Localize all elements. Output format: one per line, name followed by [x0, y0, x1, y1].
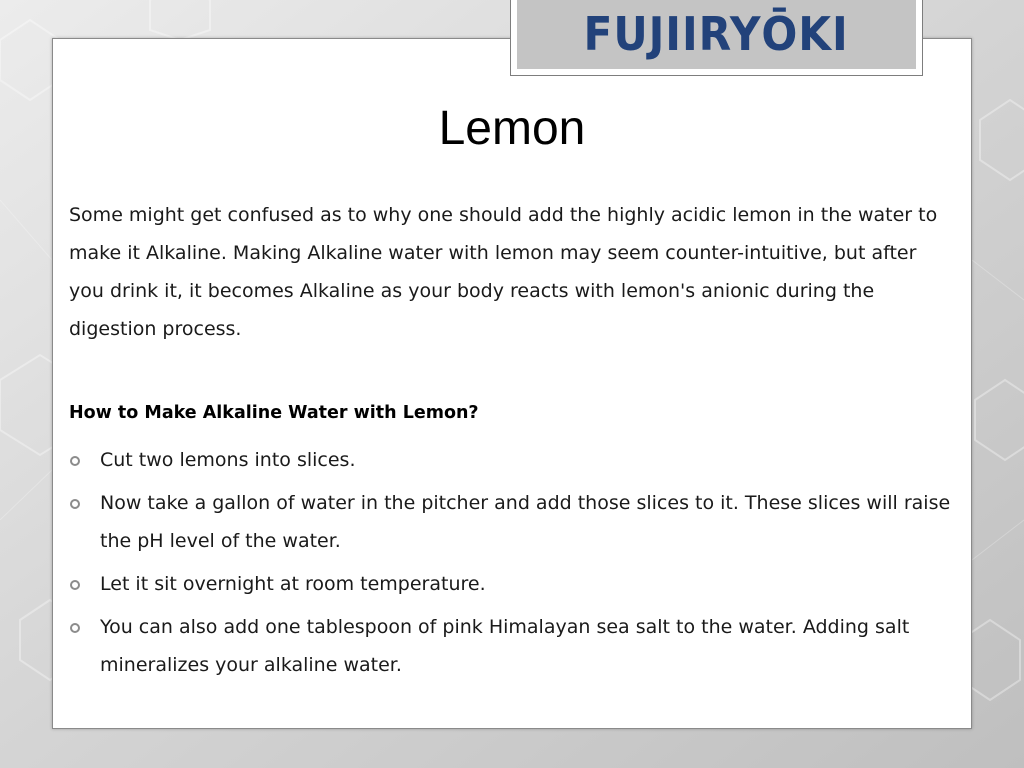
intro-paragraph: Some might get confused as to why one should add the highly acidic lemon in the water to make it Alkaline. Making Alkaline water with lemon may seem counter-intuitive, but after you drink it, it becomes Alkaline as your body reacts with lemon's anionic during the digestion process.	[69, 204, 938, 340]
steps-list	[69, 441, 964, 689]
logo-frame	[510, 0, 923, 76]
step-text: You can also add one tablespoon of pink Himalayan sea salt to the water. Adding salt mineralizes your alkaline water.	[100, 616, 910, 676]
list-item	[69, 565, 964, 603]
step-text: Cut two lemons into slices.	[100, 449, 356, 471]
bullet-icon	[70, 456, 80, 466]
slide-title: Lemon	[438, 102, 586, 155]
bullet-icon	[70, 623, 80, 633]
bullet-icon	[70, 499, 80, 509]
list-item	[69, 484, 964, 560]
list-item	[69, 441, 964, 479]
step-text: Let it sit overnight at room temperature.	[100, 573, 486, 595]
logo-plate	[517, 0, 916, 69]
brand-logo: FUJIIRYŌKI	[583, 7, 850, 61]
section-heading: How to Make Alkaline Water with Lemon?	[69, 403, 479, 423]
bullet-icon	[70, 580, 80, 590]
list-item	[69, 608, 964, 684]
step-text: Now take a gallon of water in the pitcher and add those slices to it. These slices will raise the pH level of the water.	[100, 492, 951, 552]
